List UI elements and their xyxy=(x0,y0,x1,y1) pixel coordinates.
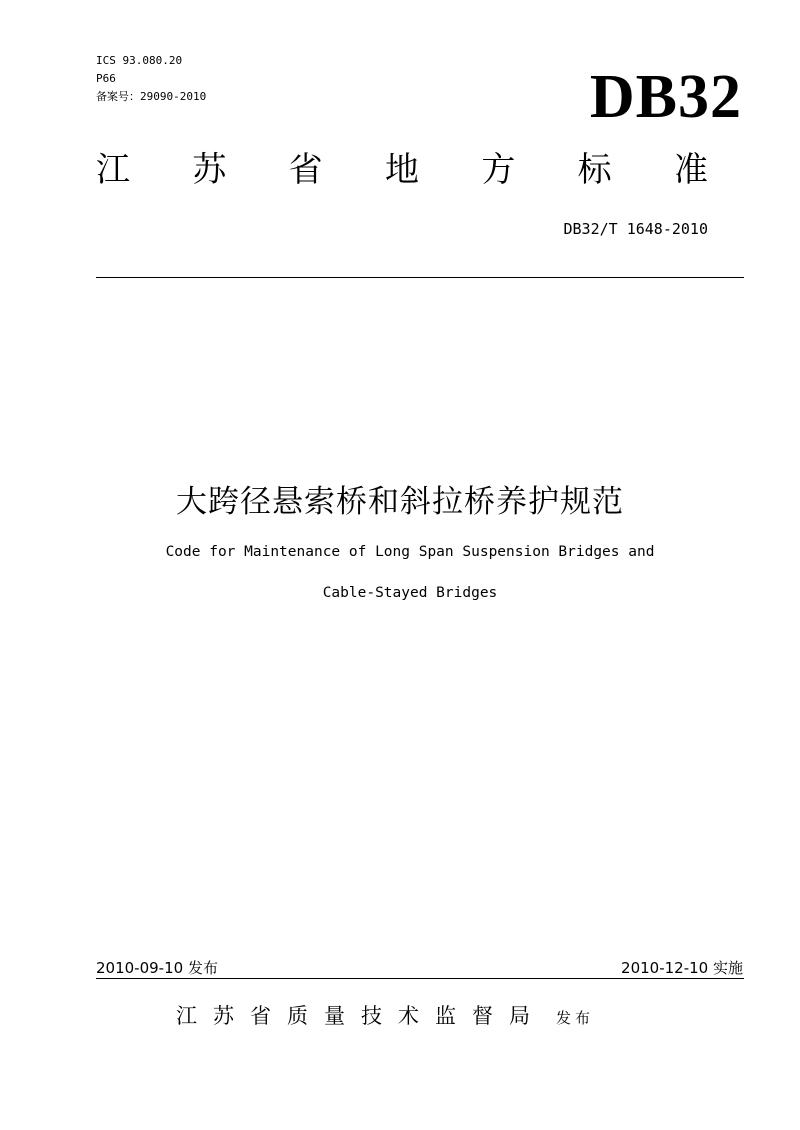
standard-type-char: 准 xyxy=(673,150,708,190)
standard-type-char: 地 xyxy=(384,150,419,190)
metadata-block xyxy=(96,52,206,106)
document-title-en-line1: Code for Maintenance of Long Span Suspension Bridges and xyxy=(165,544,655,560)
standard-type-char: 苏 xyxy=(192,150,227,190)
standard-type-heading xyxy=(96,148,708,192)
document-title-zh: 大跨径悬索桥和斜拉桥养护规范 xyxy=(176,484,624,520)
standard-number: DB32/T 1648-2010 xyxy=(563,220,708,238)
ics-code: ICS 93.080.20 xyxy=(96,54,183,67)
classification-code: P66 xyxy=(96,72,116,85)
db32-logo: DB32 xyxy=(589,63,742,131)
record-number: 备案号：29090-2010 xyxy=(96,90,207,103)
document-title-en-line2: Cable-Stayed Bridges xyxy=(322,585,498,601)
standard-type-char: 标 xyxy=(577,150,612,190)
effective-date: 2010-12-10 实施 xyxy=(621,959,743,977)
issuing-authority: 江苏省质量技术监督局 xyxy=(176,1004,546,1028)
issuer-line xyxy=(176,1000,594,1030)
publish-label: 发布 xyxy=(556,1009,595,1027)
standard-type-char: 江 xyxy=(96,150,130,190)
footer-divider xyxy=(96,978,744,979)
standard-type-char: 省 xyxy=(288,150,323,190)
issue-date: 2010-09-10 发布 xyxy=(96,959,218,977)
header-divider xyxy=(96,277,744,278)
standard-type-char: 方 xyxy=(481,150,516,190)
